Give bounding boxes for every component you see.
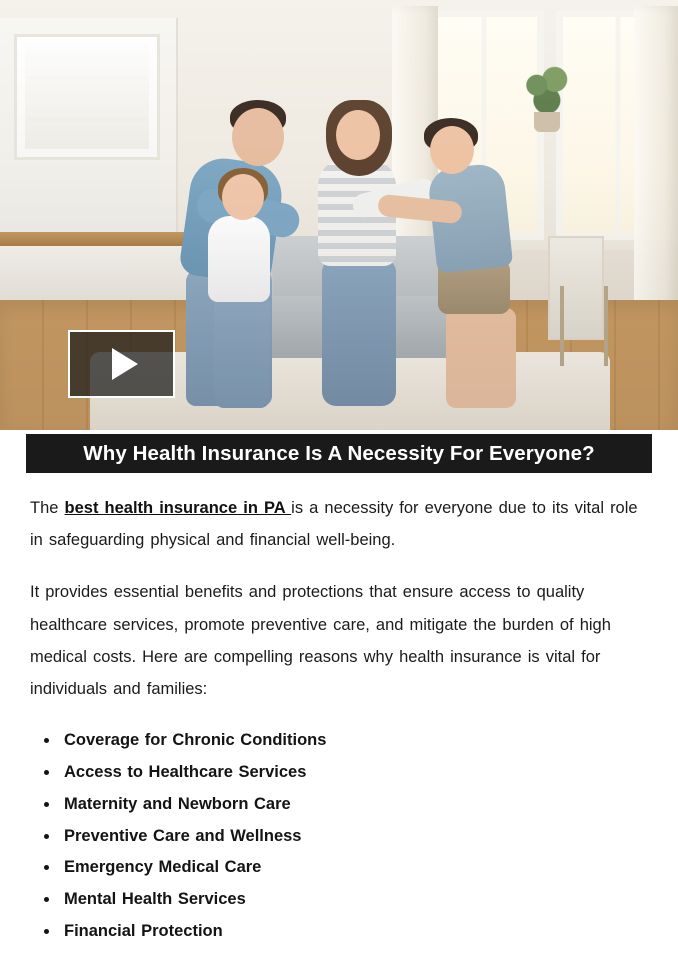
paragraph-2: It provides essential benefits and protections that ensure access to quality healthcare services, promote preventive care, and mitigate the burden of high medical costs. Here are compelling reasons why health insurance is vital for individuals and families: [30, 583, 611, 698]
paragraph-1-suffix: is a necessity for everyone due to its vital role in safeguarding physical and financial well-being. [30, 499, 638, 550]
list-item: Access to Healthcare Services [64, 757, 650, 789]
best-health-insurance-link[interactable]: best health insurance in PA [64, 499, 292, 517]
play-triangle-icon [112, 348, 138, 380]
girl-legs [214, 296, 270, 408]
boy-head [430, 126, 474, 174]
list-item: Emergency Medical Care [64, 852, 650, 884]
mother-head [336, 110, 380, 160]
list-item: Preventive Care and Wellness [64, 821, 650, 853]
plant-pot [534, 112, 560, 132]
list-item: Coverage for Chronic Conditions [64, 725, 650, 757]
hero-image [0, 0, 678, 430]
article-content [30, 492, 650, 948]
curtain [634, 6, 678, 336]
decor-ladder [560, 286, 608, 366]
boy-legs [446, 308, 516, 408]
cabinet-shelf [28, 118, 146, 121]
girl-torso [208, 216, 270, 302]
list-item: Maternity and Newborn Care [64, 789, 650, 821]
mother-legs [322, 258, 396, 406]
page-title: Why Health Insurance Is A Necessity For Everyone? [83, 441, 595, 465]
cabinet-shelf [28, 76, 146, 79]
kitchen-counter [0, 232, 196, 246]
paragraph-1 [30, 492, 650, 556]
list-item: Financial Protection [64, 916, 650, 948]
father-head [232, 108, 284, 166]
window-mullion [616, 17, 621, 233]
title-banner [26, 434, 652, 473]
kitchen-cabinet [0, 18, 178, 258]
play-button[interactable] [68, 330, 175, 398]
list-item: Mental Health Services [64, 884, 650, 916]
girl-head [222, 174, 264, 220]
paragraph-1-prefix: The [30, 499, 65, 517]
benefits-list [30, 725, 650, 948]
